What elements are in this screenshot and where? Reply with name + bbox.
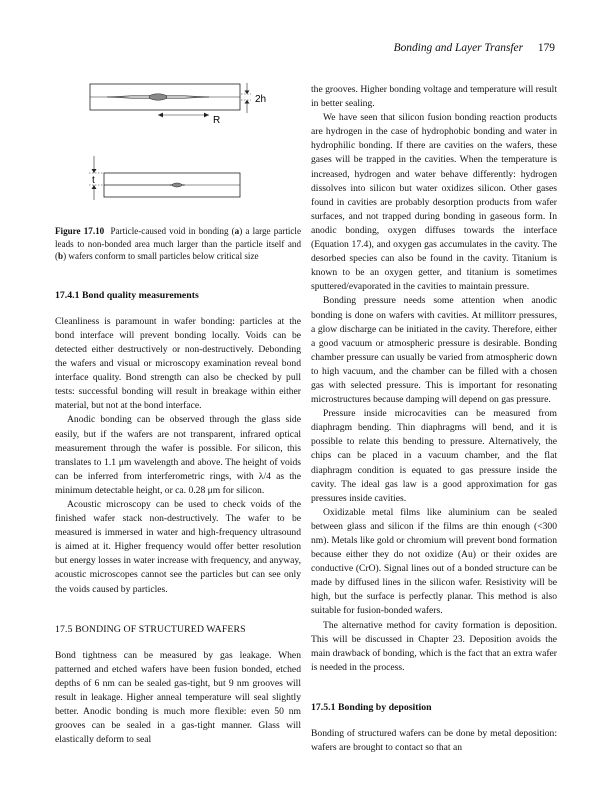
- figure-diagram: [55, 83, 301, 225]
- right-column: [311, 83, 557, 755]
- label-2h: 2h: [255, 94, 267, 105]
- paragraph: Pressure inside microcavities can be measured from diaphragm bending. Thin diaphragms will bend, and it is possible to relate this bending to pressure. Alternatively, the chips can be placed in a vacuum chamber, and the flat diaphragm condition is equated to gas pressure inside the cavity. The ideal gas law is a good approximation for gas pressures inside cavities.: [311, 408, 557, 504]
- paragraph: the grooves. Higher bonding voltage and temperature will result in better sealing.: [311, 84, 557, 110]
- paragraph: Oxidizable metal films like aluminium can be sealed between glass and silicon if the films are thin enough (<300 nm). Metals like gold or chromium will prevent bond formation because either they do not oxidize (Au) or their oxides are conductive (CrO). Signal lines out of a bonded structure can be made by diffused lines in the silicon wafer. Resistivity will be high, but the surface is perfectly planar. This method is also suitable for fusion-bonded wafers.: [311, 506, 557, 617]
- running-header: [394, 42, 555, 54]
- paragraph: Cleanliness is paramount in wafer bonding: particles at the bond interface will prevent bonding locally. Voids can be detected either destructively or non-destructively. Debonding the wafers and visual or microscopy examination reveal bond interface quality. Bond strength can also be checked by pull tests: successful bonding will result in breakage within either material, but not at the bond interface.: [55, 315, 301, 412]
- paragraph: Bonding of structured wafers can be done by metal deposition: wafers are brought to contact so that an: [311, 727, 557, 754]
- label-R: R: [213, 115, 221, 126]
- left-column: [55, 83, 301, 747]
- figure-17-10: [55, 83, 301, 225]
- paragraph: The alternative method for cavity formation is deposition. This will be discussed in Chapter 23. Deposition avoids the main drawback of bonding, which is the fact that an extra wafer is needed in the process.: [311, 619, 557, 673]
- paragraph: Anodic bonding can be observed through the glass side easily, but if the wafers are not transparent, infrared optical measurement through the wafer is possible. For silicon, this translates to 1.1 μm wavelength and above. The height of voids can be inferred from interferometric rings, with λ/4 as the minimum detectable height, or ca. 0.28 μm for silicon.: [55, 414, 301, 496]
- paragraph: We have seen that silicon fusion bonding reaction products are hydrogen in the case of hydrophobic bonding and water in hydrophilic bonding. If there are cavities on the wafers, these gases will be trapped in the cavities. When the temperature is increased, hydrogen and water behave differently: hydrogen dissolves into silicon but water oxidizes silicon. Other gases found in cavities are probably desorption products from wafer surfaces, and not trapped during bonding in gaseous form. In anodic bonding, oxygen diffuses towards the interface (Equation 17.4), and oxygen gas accumulates in the cavity. The desorbed species can also be found in the cavity. Titanium is known to be an oxygen getter, and titanium is sometimes sputtered/evaporated in the cavities to maintain pressure.: [311, 112, 557, 293]
- paragraph: Acoustic microscopy can be used to check voids of the finished wafer stack non-destructively. The wafer to be measured is immersed in water and high-frequency ultrasound is aimed at it. Higher frequency would offer better resolution but energy losses in water increase with frequency, and anyway, acoustic microscopes cannot see the particles but can see only the voids caused by particles.: [55, 499, 301, 595]
- section-heading-17-5-1: 17.5.1 Bonding by deposition: [311, 701, 432, 713]
- paragraph: Bonding pressure needs some attention when anodic bonding is done on wafers with cavities. At millitorr pressures, a glow discharge can be initiated in the cavity. Therefore, either a good vacuum or atmospheric pressure is desirable. Bonding chamber pressure can usually be varied from atmospheric down to high vacuum, and the chamber can be filled with a chosen gas with selected pressure. This is important for resonating microstructures because damping will depend on gas pressure.: [311, 295, 557, 406]
- figure-caption: Figure 17.10 Particle-caused void in bonding (a) a large particle leads to non-bonded area much larger than the particle itself and (b) wafers conform to small particles below critical size: [55, 226, 301, 262]
- section-heading-17-4-1: 17.4.1 Bond quality measurements: [55, 289, 199, 301]
- section-heading-17-5: 17.5 BONDING OF STRUCTURED WAFERS: [55, 623, 246, 635]
- particle-large: [149, 94, 167, 100]
- caption-label: Figure 17.10: [55, 226, 105, 236]
- paragraph: Bond tightness can be measured by gas leakage. When patterned and etched wafers have been fusion bonded, etched depths of 6 nm can be sealed gas-tight, but 9 nm grooves will result in leakage. Higher anneal temperature will seal slightly better. Anodic bonding is much more flexible: even 50 nm grooves can be sealed in a gas-tight manner. Glass will elastically deform to seal: [55, 649, 301, 746]
- page-number: 179: [537, 42, 555, 54]
- particle-small: [173, 183, 182, 187]
- running-title: Bonding and Layer Transfer: [393, 42, 524, 54]
- label-t: t: [92, 175, 95, 186]
